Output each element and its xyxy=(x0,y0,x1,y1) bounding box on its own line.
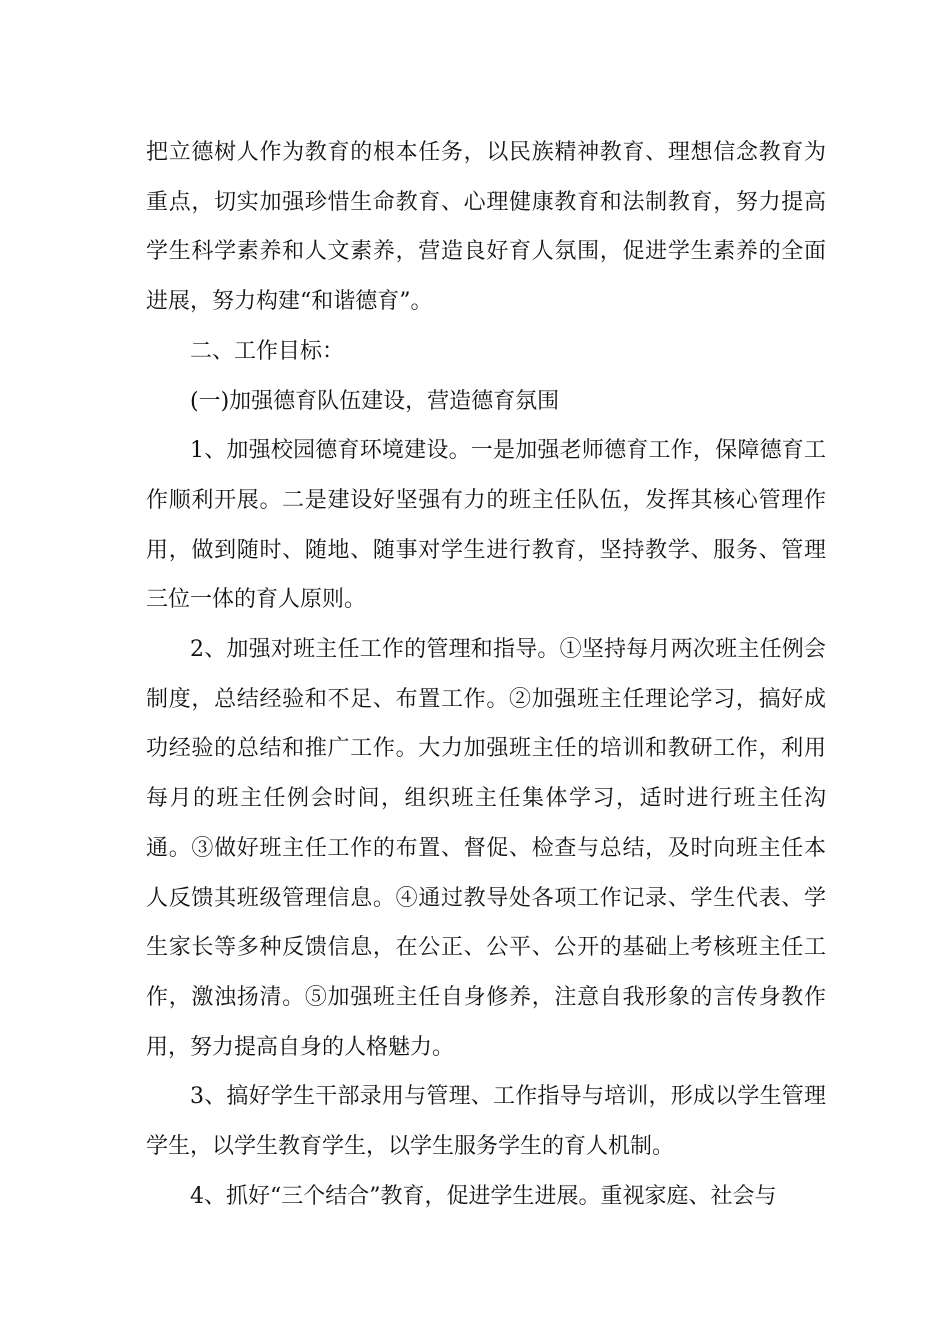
document-body xyxy=(146,128,826,1221)
paragraph-item-3: 3、搞好学生干部录用与管理、工作指导与培训，形成以学生管理学生，以学生教育学生，以学生服务学生的育人机制。 xyxy=(146,1084,826,1160)
paragraph-item-4: 4、抓好“三个结合”教育，促进学生进展。重视家庭、社会与 xyxy=(190,1183,777,1209)
paragraph-item-2: 2、加强对班主任工作的管理和指导。①坚持每月两次班主任例会制度，总结经验和不足、布置工作。②加强班主任理论学习，搞好成功经验的总结和推广工作。大力加强班主任的培训和教研工作，利用每月的班主任例会时间，组织班主任集体学习，适时进行班主任沟通。③做好班主任工作的布置、督促、检查与总结，及时向班主任本人反馈其班级管理信息。④通过教导处各项工作记录、学生代表、学生家长等多种反馈信息，在公正、公平、公开的基础上考核班主任工作，激浊扬清。⑤加强班主任自身修养，注意自我形象的言传身教作用，努力提高自身的人格魅力。 xyxy=(146,637,826,1060)
section-heading-work-goals: 二、工作目标： xyxy=(190,338,345,364)
paragraph-intro-continuation: 把立德树人作为教育的根本任务，以民族精神教育、理想信念教育为重点，切实加强珍惜生命教育、心理健康教育和法制教育，努力提高学生科学素养和人文素养，营造良好育人氛围，促进学生素养的全面进展，努力构建“和谐德育”。 xyxy=(146,140,826,315)
subsection-heading-1: (一)加强德育队伍建设，营造德育氛围 xyxy=(190,388,560,414)
paragraph-item-1: 1、加强校园德育环境建设。一是加强老师德育工作，保障德育工作顺利开展。二是建设好坚强有力的班主任队伍，发挥其核心管理作用，做到随时、随地、随事对学生进行教育，坚持教学、服务、管理三位一体的育人原则。 xyxy=(146,438,826,613)
